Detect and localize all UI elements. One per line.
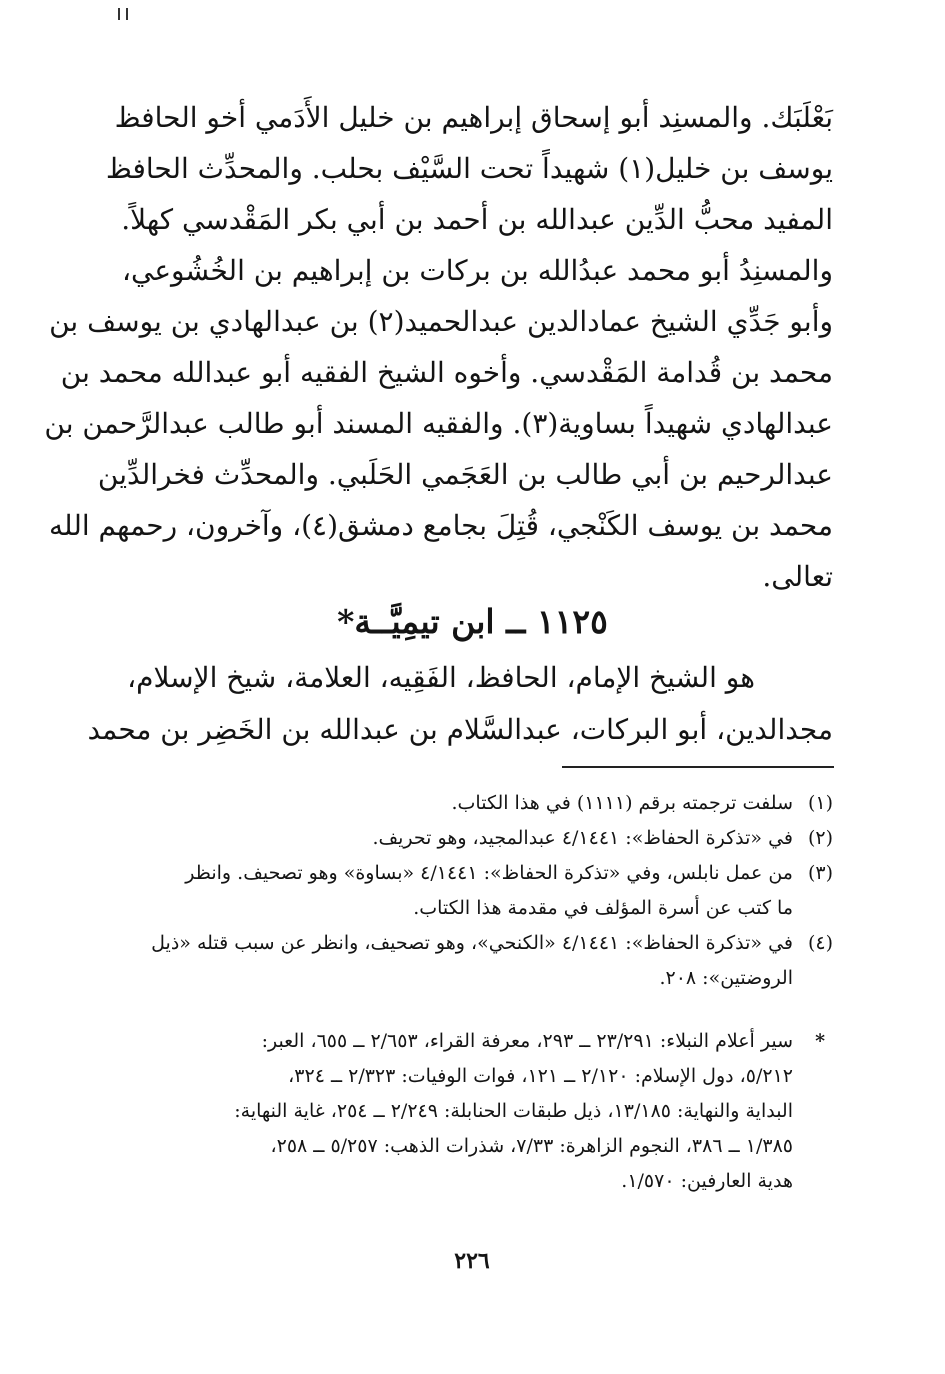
- footnote-text: سلفت ترجمته برقم (١١١١) في هذا الكتاب.: [451, 792, 793, 814]
- main-line: المفيد محبُّ الدِّين عبدالله بن أحمد بن أبي بكر المَقْدسي كهلاً.: [121, 203, 833, 236]
- sources-line: هدية العارفين: ١/٥٧٠.: [621, 1170, 793, 1192]
- footnote: [108, 856, 833, 926]
- entry-line: هو الشيخ الإمام، الحافظ، الفَقِيه، العلامة، شيخ الإسلام،: [127, 661, 755, 694]
- entry-heading: ١١٢٥ ــ ابن تيمِيَّــة*: [337, 602, 608, 641]
- sources-text: سير أعلام النبلاء: ٢٣/٢٩١ ــ ٢٩٣، معرفة القراء، ٢/٦٥٣ ــ ٦٥٥، العبر:: [261, 1030, 793, 1052]
- main-text: [44, 92, 833, 602]
- main-line: محمد بن يوسف الكَنْجي، قُتِلَ بجامع دمشق(٤)، وآخرون، رحمهم الله: [49, 509, 833, 542]
- scan-marker: [118, 8, 128, 20]
- main-line: تعالى.: [762, 560, 833, 593]
- footnote-text: في «تذكرة الحفاظ»: ٤/١٤٤١ «الكنحي»، وهو تصحيف، وانظر عن سبب قتله «ذيل: [151, 932, 793, 954]
- sources-list: [108, 1024, 833, 1199]
- footnote-divider: [562, 766, 834, 768]
- sources-marker: *: [815, 1030, 825, 1052]
- footnote-text: في «تذكرة الحفاظ»: ٤/١٤٤١ عبدالمجيد، وهو تحريف.: [372, 827, 793, 849]
- entry-text: [87, 652, 833, 756]
- sources-line: البداية والنهاية: ١٣/١٨٥، ذيل طبقات الحنابلة: ٢/٢٤٩ ــ ٢٥٤، غاية النهاية:: [234, 1100, 793, 1122]
- main-line: والمسنِدُ أبو محمد عبدُالله بن بركات بن إبراهيم بن الخُشُوعي،: [121, 254, 833, 287]
- main-line: عبدالرحيم بن أبي طالب بن العَجَمي الحَلَبي. والمحدِّث فخرالدِّين: [97, 458, 833, 491]
- entry-line: مجدالدين، أبو البركات، عبدالسَّلام بن عبدالله بن الخَضِر بن محمد: [87, 713, 833, 746]
- main-line: يوسف بن خليل(١) شهيداً تحت السَّيْف بحلب. والمحدِّث الحافظ: [105, 152, 833, 185]
- sources-line: ١/٣٨٥ ــ ٣٨٦، النجوم الزاهرة: ٧/٣٣، شذرات الذهب: ٥/٢٥٧ ــ ٢٥٨،: [270, 1135, 793, 1157]
- sources-line: [108, 1024, 833, 1059]
- footnote: [108, 926, 833, 996]
- main-line: بَعْلَبَك. والمسنِد أبو إسحاق إبراهيم بن خليل الأَدَمي أخو الحافظ: [114, 101, 833, 134]
- footnote-number: (٤): [807, 932, 833, 954]
- footnote: [108, 821, 833, 856]
- footnote: [108, 786, 833, 821]
- footnote-number: (٣): [807, 862, 833, 884]
- footnote-text: الروضتين»: ٢٠٨.: [659, 967, 793, 989]
- footnote-number: (١): [807, 792, 833, 814]
- main-line: وأبو جَدِّي الشيخ عمادالدين عبدالحميد(٢) بن عبدالهادي بن يوسف بن: [49, 305, 833, 338]
- sources-line: ٥/٢١٢، دول الإسلام: ٢/١٢٠ ــ ١٢١، فوات الوفيات: ٢/٣٢٣ ــ ٣٢٤،: [288, 1065, 793, 1087]
- footnote-text: من عمل نابلس، وفي «تذكرة الحفاظ»: ٤/١٤٤١ «بساوة» وهو تصحيف. وانظر: [185, 862, 793, 884]
- footnote-text: ما كتب عن أسرة المؤلف في مقدمة هذا الكتاب.: [413, 897, 793, 919]
- footnotes: [108, 786, 833, 996]
- page-number: ٢٢٦: [454, 1248, 490, 1274]
- footnote-number: (٢): [807, 827, 833, 849]
- main-line: محمد بن قُدامة المَقْدسي. وأخوه الشيخ الفقيه أبو عبدالله محمد بن: [60, 356, 833, 389]
- main-line: عبدالهادي شهيداً بساوية(٣). والفقيه المسند أبو طالب عبدالرَّحمن بن: [44, 407, 833, 440]
